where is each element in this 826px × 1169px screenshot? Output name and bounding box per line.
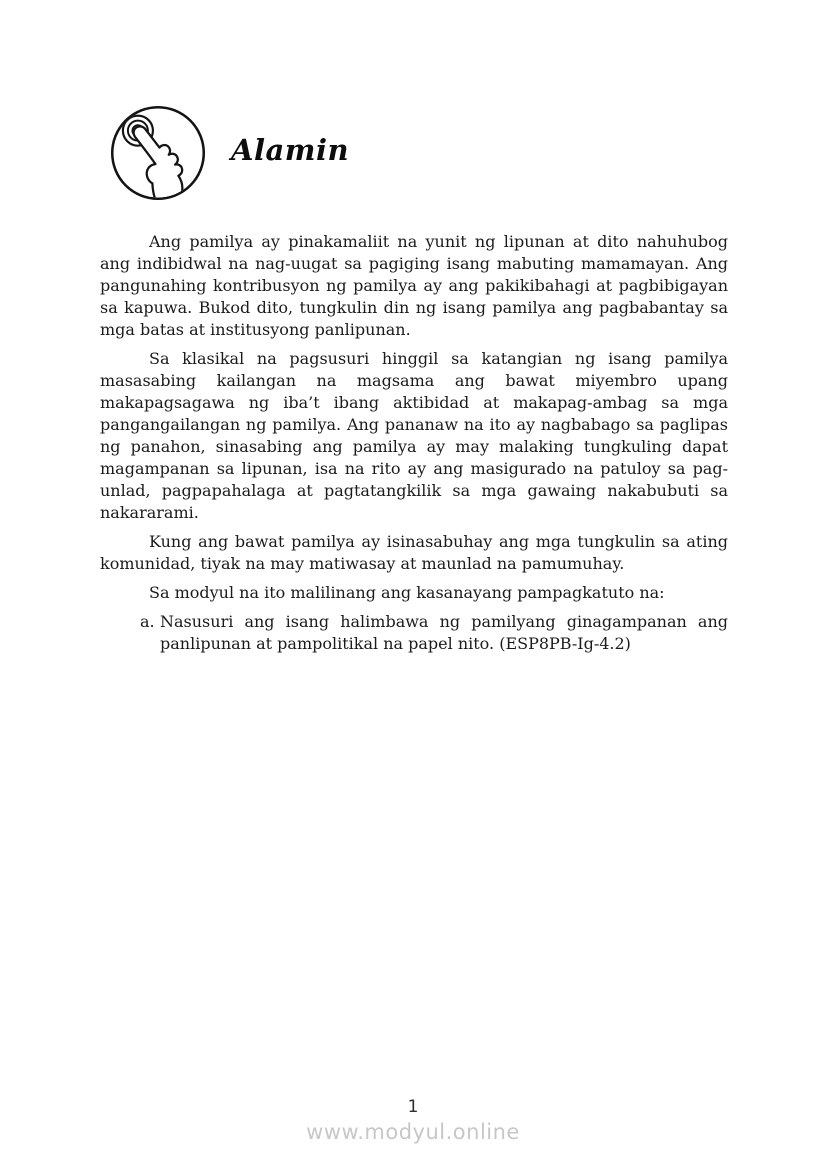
section-title: Alamin	[231, 133, 350, 167]
objectives-intro: Sa modyul na ito malilinang ang kasanayang pampagkatuto na:	[149, 583, 665, 602]
section-header	[109, 104, 349, 202]
objective-marker: a.	[140, 612, 155, 631]
press-button-hand-icon	[109, 104, 207, 202]
page-number: 1	[407, 1097, 419, 1117]
body-text	[100, 231, 728, 655]
objective-text: Nasusuri ang isang halimbawa ng pamilyang ginagampanan ang panlipunan at pampolitikal na papel nito. (ESP8PB-Ig-4.2)	[160, 612, 728, 653]
paragraph-3: Kung ang bawat pamilya ay isinasabuhay ang mga tungkulin sa ating komunidad, tiyak na may matiwasay at maunlad na pamumuhay.	[100, 532, 728, 573]
watermark: www.modyul.online	[306, 1120, 520, 1144]
paragraph-1: Ang pamilya ay pinakamaliit na yunit ng lipunan at dito nahuhubog ang indibidwal na nag-uugat sa pagiging isang mabuting mamamayan. Ang pangunahing kontribusyon ng pamilya ay ang pakikibahagi at pagbibigayan sa kapuwa. Bukod dito, tungkulin din ng isang pamilya ang pagbabantay sa mga batas at institusyong panlipunan.	[100, 232, 728, 339]
paragraph-2: Sa klasikal na pagsusuri hinggil sa katangian ng isang pamilya masasabing kailangan na magsama ang bawat miyembro upang makapagsagawa ng iba’t ibang aktibidad at makapag-ambag sa mga pangangailangan ng pamilya. Ang pananaw na ito ay nagbabago sa paglipas ng panahon, sinasabing ang pamilya ay may malaking tungkuling dapat magampanan sa lipunan, isa na rito ay ang masigurado na patuloy sa pag-unlad, pagpapahalaga at pagtatangkilik sa mga gawaing nakabubuti sa nakararami.	[100, 349, 728, 522]
objective-item-a	[140, 611, 728, 655]
